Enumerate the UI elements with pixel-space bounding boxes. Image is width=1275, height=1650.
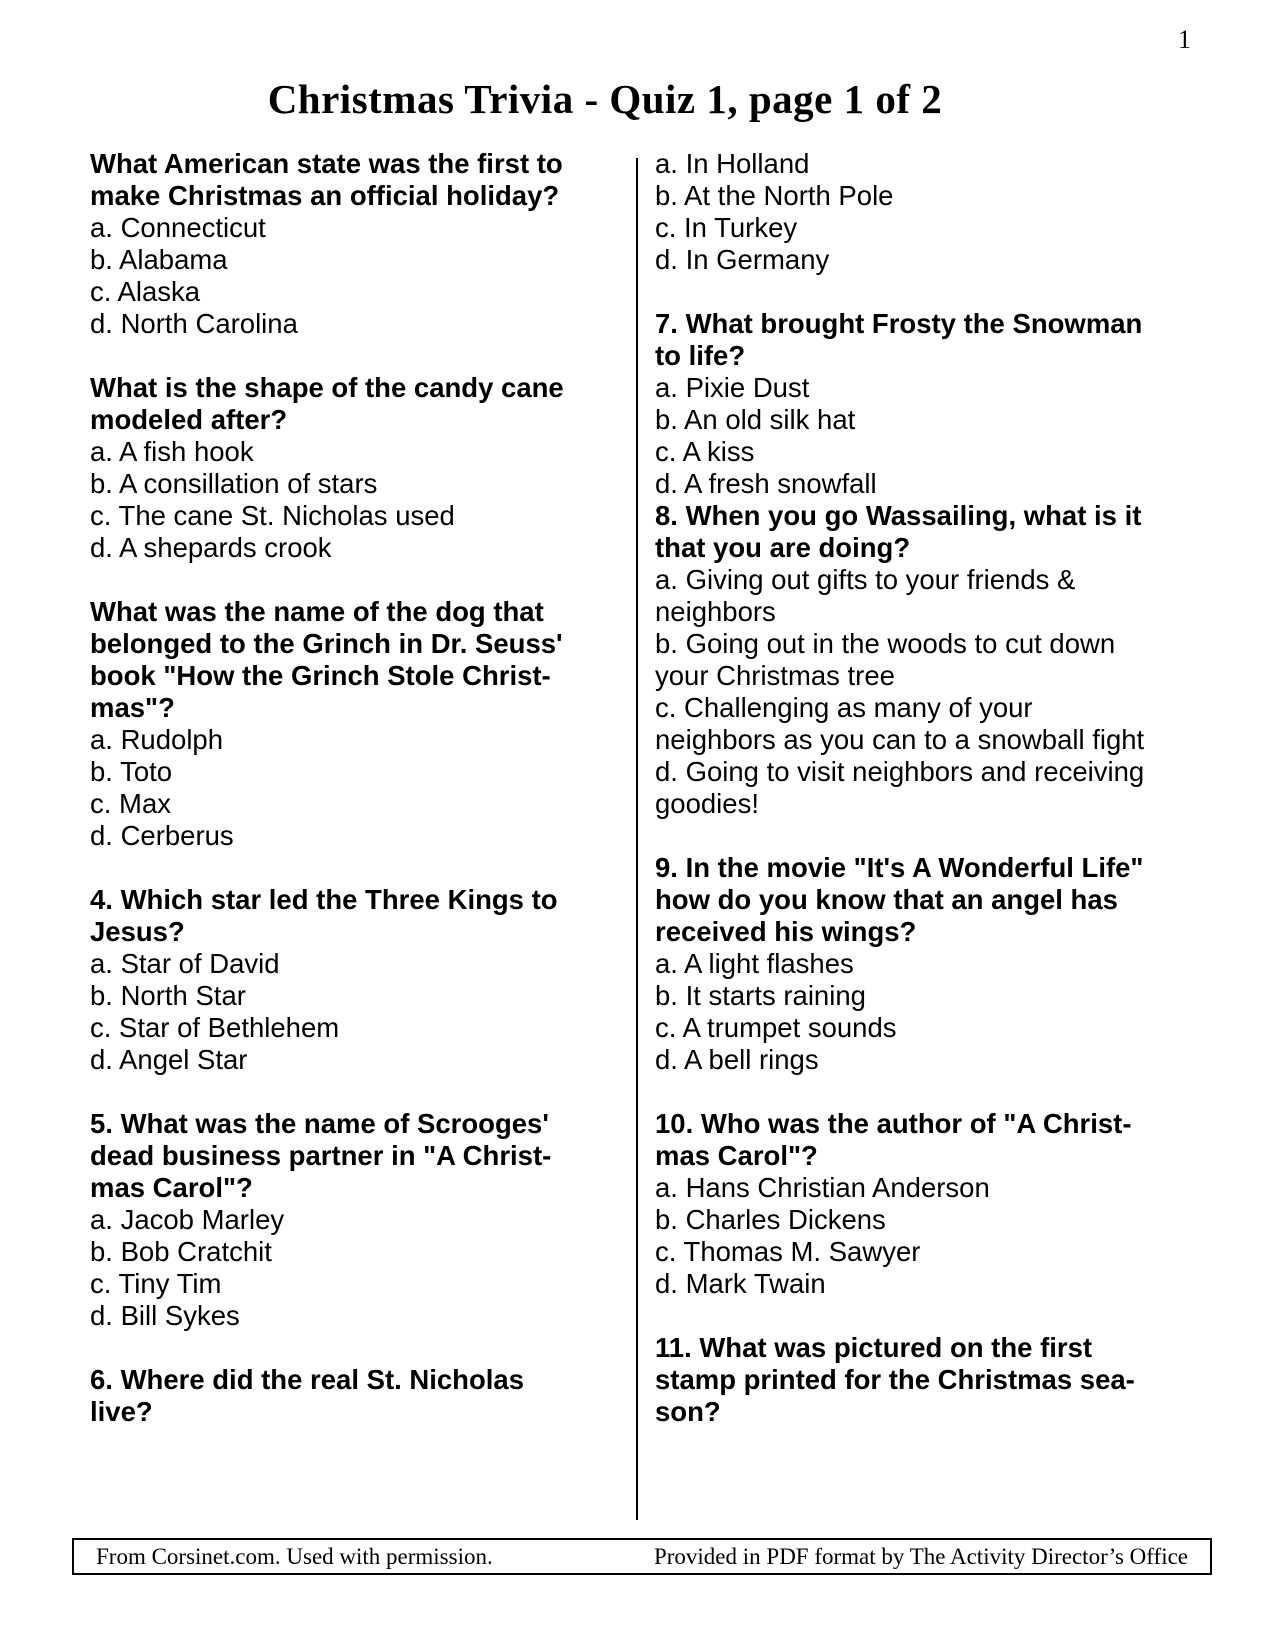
question-line: stamp printed for the Christmas sea-	[655, 1364, 1135, 1395]
answer-line: b. Bob Cratchit	[90, 1236, 272, 1267]
question-line: live?	[90, 1396, 153, 1427]
answer-line: a. A fish hook	[90, 436, 254, 467]
answer-line: c. Thomas M. Sawyer	[655, 1236, 921, 1267]
answer-line: c. Max	[90, 788, 171, 819]
answers-continuation-block	[655, 148, 1160, 276]
question-line: that you are doing?	[655, 532, 911, 563]
page-title: Christmas Trivia - Quiz 1, page 1 of 2	[267, 76, 943, 122]
question-block	[655, 852, 1160, 1076]
answer-line: neighbors as you can to a snowball fight	[655, 724, 1145, 755]
answer-line: your Christmas tree	[655, 660, 895, 691]
answer-line: c. In Turkey	[655, 212, 798, 243]
answer-line: b. It starts raining	[655, 980, 866, 1011]
question-line: What is the shape of the candy cane	[90, 372, 564, 403]
answer-line: d. A fresh snowfall	[655, 468, 877, 499]
answer-line: c. Star of Bethlehem	[90, 1012, 340, 1043]
question-block	[90, 372, 595, 564]
answer-line: b. Alabama	[90, 244, 228, 275]
answer-line: c. A trumpet sounds	[655, 1012, 897, 1043]
answer-line: d. Cerberus	[90, 820, 234, 851]
question-line: belonged to the Grinch in Dr. Seuss'	[90, 628, 563, 659]
question-line: mas Carol"?	[90, 1172, 253, 1203]
question-line: dead business partner in "A Christ-	[90, 1140, 552, 1171]
question-block	[90, 1364, 595, 1428]
question-line: 6. Where did the real St. Nicholas	[90, 1364, 524, 1395]
question-line: Jesus?	[90, 916, 185, 947]
question-block	[90, 884, 595, 1076]
question-line: to life?	[655, 340, 746, 371]
answer-line: b. A consillation of stars	[90, 468, 378, 499]
question-line: received his wings?	[655, 916, 917, 947]
answer-line: a. Hans Christian Anderson	[655, 1172, 990, 1203]
answer-line: c. Tiny Tim	[90, 1268, 222, 1299]
answer-line: d. A shepards crook	[90, 532, 332, 563]
question-line: 5. What was the name of Scrooges'	[90, 1108, 549, 1139]
footer-right-text: Provided in PDF format by The Activity Director’s Office	[653, 1543, 1188, 1569]
answer-line: b. At the North Pole	[655, 180, 894, 211]
question-line: 10. Who was the author of "A Christ-	[655, 1108, 1132, 1139]
left-column	[90, 148, 595, 1428]
question-line: 4. Which star led the Three Kings to	[90, 884, 558, 915]
question-block	[655, 500, 1160, 820]
answer-line: b. An old silk hat	[655, 404, 856, 435]
answer-line: b. Charles Dickens	[655, 1204, 886, 1235]
answer-line: d. Bill Sykes	[90, 1300, 240, 1331]
question-block	[655, 1332, 1160, 1428]
question-block	[655, 308, 1160, 500]
page-number: 1	[1178, 25, 1191, 54]
answer-line: a. Star of David	[90, 948, 280, 979]
answer-line: d. Mark Twain	[655, 1268, 826, 1299]
question-line: how do you know that an angel has	[655, 884, 1118, 915]
question-line: 7. What brought Frosty the Snowman	[655, 308, 1143, 339]
question-line: 11. What was pictured on the first	[655, 1332, 1093, 1363]
answer-line: c. A kiss	[655, 436, 755, 467]
question-line: What American state was the first to	[90, 148, 563, 179]
answer-line: a. Giving out gifts to your friends &	[655, 564, 1076, 595]
answer-line: c. Challenging as many of your	[655, 692, 1033, 723]
question-block	[90, 596, 595, 852]
answer-line: c. Alaska	[90, 276, 201, 307]
answer-line: d. Angel Star	[90, 1044, 248, 1075]
question-line: modeled after?	[90, 404, 288, 435]
answer-line: a. Connecticut	[90, 212, 266, 243]
answer-line: a. Rudolph	[90, 724, 224, 755]
footer-left-text: From Corsinet.com. Used with permission.	[96, 1543, 493, 1569]
question-line: 9. In the movie "It's A Wonderful Life"	[655, 852, 1144, 883]
answer-line: c. The cane St. Nicholas used	[90, 500, 455, 531]
answer-line: goodies!	[655, 788, 759, 819]
answer-line: a. Pixie Dust	[655, 372, 810, 403]
answer-line: d. A bell rings	[655, 1044, 819, 1075]
answer-line: b. North Star	[90, 980, 246, 1011]
answer-line: b. Toto	[90, 756, 173, 787]
question-line: mas"?	[90, 692, 175, 723]
question-line: make Christmas an official holiday?	[90, 180, 560, 211]
question-block	[655, 1108, 1160, 1300]
answer-line: a. In Holland	[655, 148, 810, 179]
answer-line: a. A light flashes	[655, 948, 854, 979]
question-block	[90, 148, 595, 340]
column-divider	[636, 158, 638, 1520]
question-line: mas Carol"?	[655, 1140, 818, 1171]
answer-line: neighbors	[655, 596, 776, 627]
question-block	[90, 1108, 595, 1332]
question-line: What was the name of the dog that	[90, 596, 544, 627]
answer-line: d. Going to visit neighbors and receiving	[655, 756, 1145, 787]
question-line: book "How the Grinch Stole Christ-	[90, 660, 551, 691]
answer-line: b. Going out in the woods to cut down	[655, 628, 1116, 659]
question-line: 8. When you go Wassailing, what is it	[655, 500, 1142, 531]
answer-line: d. North Carolina	[90, 308, 298, 339]
footer-credit-box	[72, 1538, 1212, 1575]
answer-line: d. In Germany	[655, 244, 830, 275]
right-column	[655, 148, 1160, 1428]
answer-line: a. Jacob Marley	[90, 1204, 285, 1235]
question-line: son?	[655, 1396, 721, 1427]
